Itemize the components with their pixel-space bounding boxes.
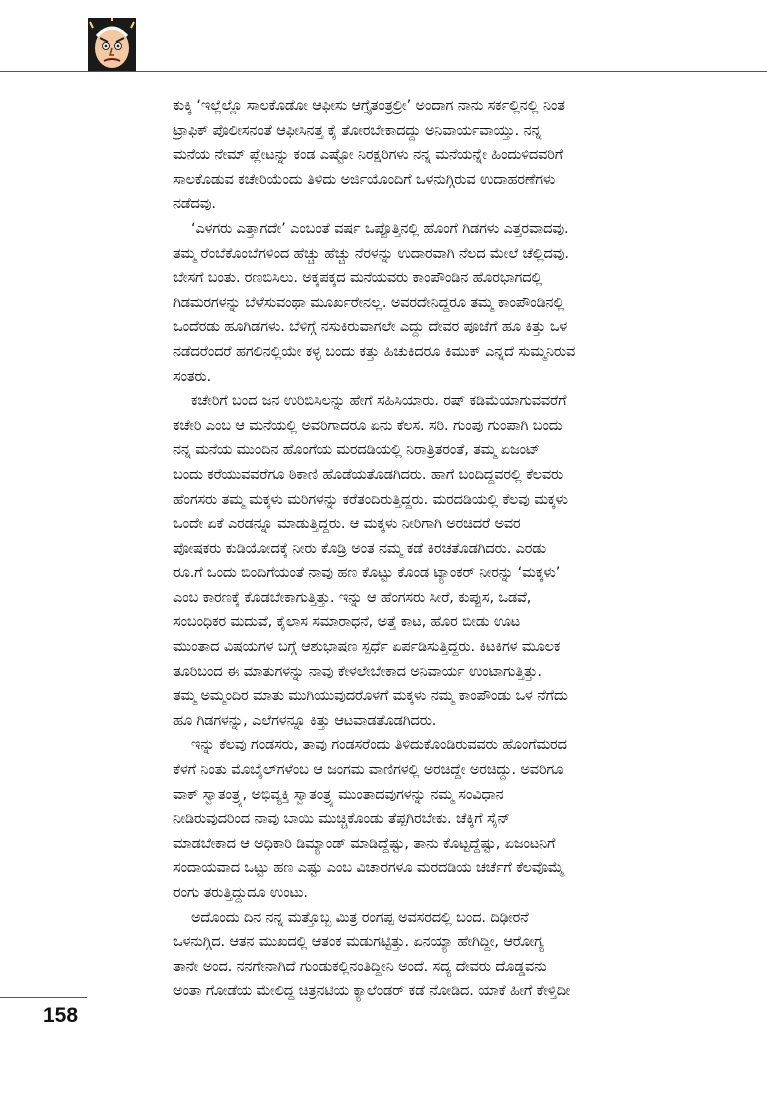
text-line: ತಮ್ಮ ಅಮ್ಮಂದಿರ ಮಾತು ಮುಗಿಯುವುದರೊಳಗೆ ಮಕ್ಕಳು ನಮ್ಮ ಕಾಂಪೌಂಡು ಒಳ ನೆಗೆದು [173, 688, 568, 705]
text-line: ಬಂದು ಕರೆಯುವವರೆಗೂ ಠಿಕಾಣಿ ಹೊಡೆಯತೊಡಗಿದರು. ಹಾಗೆ ಬಂದಿದ್ದವರಲ್ಲಿ ಕೆಲವರು [173, 466, 564, 483]
text-line: ಒಳನುಗ್ಗಿದ. ಆತನ ಮುಖದಲ್ಲಿ ಆತಂಕ ಮಡುಗಟ್ಟಿತ್ತು. ಏನಯ್ಯಾ ಹೇಗಿದ್ದೀ, ಆರೋಗ್ಯ [173, 934, 544, 951]
text-line: ಸಂಬಂಧಿಕರ ಮದುವೆ, ಕೈಲಾಸ ಸಮಾರಾಧನೆ, ಅತ್ತೆ ಕಾಟ, ಹೊರ ಬೀಡು ಊಟ [173, 614, 521, 631]
text-line: ಕಚೇರಿ ಎಂಬ ಆ ಮನೆಯಲ್ಲಿ ಅವರಿಗಾದರೂ ಏನು ಕೆಲಸ. ಸರಿ. ಗುಂಪು ಗುಂಪಾಗಿ ಬಂದು [173, 417, 563, 434]
text-line: ರಂಗು ತರುತ್ತಿದ್ದುದೂ ಉಂಟು. [173, 885, 308, 901]
header-rule [0, 71, 767, 72]
paragraph [173, 217, 713, 389]
text-line: ರೂ.ಗೆ ಒಂದು ಬಿಂದಿಗೆಯಂತೆ ನಾವು ಹಣ ಕೊಟ್ಟು ಕೊಂಡ ಟ್ಯಾಂಕರ್ ನೀರನ್ನು ‘ಮಕ್ಕಳು’ [173, 565, 561, 582]
text-line: ಮನೆಯ ನೇಮ್ ಪ್ಲೇಟನ್ನು ಕಂಡ ಎಷ್ಟೋ ನಿರಕ್ಷರಿಗಳು ನನ್ನ ಮನೆಯನ್ನೇ ಹಿಂದುಳಿದವರಿಗೆ [173, 147, 564, 164]
paragraph [173, 906, 713, 1004]
text-line: ಹೂ ಗಿಡಗಳನ್ನು, ಎಲೆಗಳನ್ನೂ ಕಿತ್ತು ಆಟವಾಡತೊಡಗಿದರು. [173, 712, 437, 729]
text-line: ಬೇಸಗೆ ಬಂತು. ರಣಬಿಸಿಲು. ಅಕ್ಕಪಕ್ಕದ ಮನೆಯವರು ಕಾಂಪೌಂಡಿನ ಹೊರಭಾಗದಲ್ಲಿ [173, 270, 543, 287]
text-line: ಹೆಂಗಸರು ತಮ್ಮ ಮಕ್ಕಳು ಮರಿಗಳನ್ನು ಕರೆತಂದಿರುತ್ತಿದ್ದರು. ಮರದಡಿಯಲ್ಲಿ ಕೆಲವು ಮಕ್ಕಳು [173, 491, 568, 508]
text-line: ಇನ್ನು ಕೆಲವು ಗಂಡಸರು, ತಾವು ಗಂಡಸರೆಂದು ತಿಳಿದುಕೊಂಡಿರುವವರು ಹೊಂಗೆಮರದ [191, 737, 567, 754]
paragraph [173, 733, 713, 905]
text-line: ‘ಎಳಗರು ಎತ್ತಾಗದೇ’ ಎಂಬಂತೆ ವರ್ಷ ಒಪ್ಪೊತ್ತಿನಲ್ಲಿ ಹೊಂಗೆ ಗಿಡಗಳು ಎತ್ತರವಾದವು. [191, 220, 569, 237]
text-line: ಕಚೇರಿಗೆ ಬಂದ ಜನ ಉರಿಬಿಸಿಲನ್ನು ಹೇಗೆ ಸಹಿಸಿಯಾರು. ರಷ್ ಕಡಿಮೆಯಾಗುವವರೆಗೆ [191, 393, 567, 410]
body-text [173, 94, 713, 1004]
text-line: ತೂರಿಬಂದ ಈ ಮಾತುಗಳನ್ನು ನಾವು ಕೇಳಲೇಬೇಕಾದ ಅನಿವಾರ್ಯ ಉಂಟಾಗುತ್ತಿತ್ತು. [173, 663, 542, 680]
text-line: ಒಂದೆರಡು ಹೂಗಿಡಗಳು. ಬೆಳಿಗ್ಗೆ ನಸುಕಿರುವಾಗಲೇ ಎದ್ದು ದೇವರ ಪೂಜೆಗೆ ಹೂ ಕಿತ್ತು ಒಳ [173, 319, 568, 336]
text-line: ಪೋಷಕರು ಕುಡಿಯೋದಕ್ಕೆ ನೀರು ಕೊಡ್ರಿ ಅಂತ ನಮ್ಮ ಕಡೆ ಕಿರಚತೊಡಗಿದರು. ಎರಡು [173, 540, 546, 557]
text-line: ಕೆಳಗೆ ನಿಂತು ಮೊಬೈಲ್‌ಗಳೆಂಬ ಆ ಜಂಗಮ ವಾಣಿಗಳಲ್ಲಿ ಅರಚಿದ್ದೇ ಅರಚಿದ್ದು. ಅವರಿಗೂ [173, 762, 564, 779]
text-line: ಕುಕ್ಕಿ ‘ಇಲ್ಲೆಲ್ಲೊ ಸಾಲಕೊಡೋ ಆಫೀಸು ಆಗ್ತೈತಂತ್ರಲ್ರೀ’ ಅಂದಾಗ ನಾನು ಸರ್ಕಲ್ಲಿನಲ್ಲಿ ನಿಂತ [173, 98, 565, 114]
text-line: ಅದೊಂದು ದಿನ ನನ್ನ ಮತ್ತೊಬ್ಬ ಮಿತ್ರ ರಂಗಪ್ಪ ಅವಸರದಲ್ಲಿ ಬಂದ. ದಿಢೀರನೆ [191, 909, 529, 926]
text-line: ವಾಕ್ ಸ್ವಾತಂತ್ರ್ಯ, ಅಭಿವ್ಯಕ್ತಿ ಸ್ವಾತಂತ್ರ್ಯ ಮುಂತಾದವುಗಳನ್ನು ನಮ್ಮ ಸಂವಿಧಾನ [173, 786, 504, 803]
text-line: ನಡೆದವು. [173, 196, 216, 213]
paragraph [173, 94, 713, 217]
text-line: ತಾನೇ ಅಂದ. ನನಗೇನಾಗಿದೆ ಗುಂಡುಕಲ್ಲಿನಂತಿದ್ದೀನಿ ಅಂದೆ. ಸದ್ಯ ದೇವರು ದೊಡ್ಡವನು [173, 958, 547, 975]
text-line: ಗಿಡಮರಗಳನ್ನು ಬೆಳೆಸುವಂಥಾ ಮೂರ್ಖರೇನಲ್ಲ. ಅವರದೇನಿದ್ದರೂ ತಮ್ಮ ಕಾಂಪೌಂಡಿನಲ್ಲಿ [173, 294, 565, 311]
footer-rule [0, 997, 87, 998]
text-line: ಸಂತರು. [173, 368, 212, 385]
text-line: ನೀಡಿರುವುದರಿಂದ ನಾವು ಬಾಯಿ ಮುಚ್ಚಿಕೊಂಡು ತೆಪ್ಪಗಿರಬೇಕು. ಚೆಕ್ಕಿಗೆ ಸೈನ್ [173, 811, 511, 828]
text-line: ತಮ್ಮ ರೆಂಬೆಕೊಂಬೆಗಳಿಂದ ಹೆಚ್ಚು ಹೆಚ್ಚು ನೆರಳನ್ನು ಉದಾರವಾಗಿ ನೆಲದ ಮೇಲೆ ಚೆಲ್ಲಿದವು. [173, 245, 569, 262]
text-line: ಎಂಬ ಕಾರಣಕ್ಕೆ ಕೊಡಬೇಕಾಗುತ್ತಿತ್ತು. ಇನ್ನು ಆ ಹೆಂಗಸರು ಸೀರೆ, ಕುಪ್ಪುಸ, ಒಡವೆ, [173, 589, 532, 606]
text-line: ಟ್ರಾಫಿಕ್ ಪೊಲೀಸನಂತೆ ಆಫೀಸಿನತ್ತ ಕೈ ತೋರಬೇಕಾದದ್ದು ಅನಿವಾರ್ಯವಾಯ್ತು. ನನ್ನ [173, 122, 542, 139]
cartoon-face-logo-icon [88, 18, 136, 72]
text-line: ನಡೆದರೆಂದರೆ ಹಗಲಿನಲ್ಲಿಯೇ ಕಳ್ಳ ಬಂದು ಕತ್ತು ಹಿಚುಕಿದರೂ ಕಿಮುಕ್ ಎನ್ನದೆ ಸುಮ್ಮನಿರುವ [173, 343, 576, 360]
paragraph [173, 389, 713, 733]
text-line: ಮಾಡಬೇಕಾದ ಆ ಅಧಿಕಾರಿ ಡಿಮ್ಯಾಂಡ್ ಮಾಡಿದ್ದೆಷ್ಟು, ತಾನು ಕೊಟ್ಟದ್ದೆಷ್ಟು, ಏಜಂಟನಿಗೆ [173, 835, 556, 852]
text-line: ಒಂದೇ ಏಕೆ ಎರಡನ್ನೂ ಮಾಡುತ್ತಿದ್ದರು. ಆ ಮಕ್ಕಳು ನೀರಿಗಾಗಿ ಅರಚಿದರೆ ಅವರ [173, 516, 521, 533]
text-line: ಸಾಲಕೊಡುವ ಕಚೇರಿಯೆಂದು ತಿಳಿದು ಅರ್ಜಿಯೊಂದಿಗೆ ಒಳನುಗ್ಗಿರುವ ಉದಾಹರಣೆಗಳು [173, 171, 556, 188]
text-line: ನನ್ನ ಮನೆಯ ಮುಂದಿನ ಹೊಂಗೆಯ ಮರದಡಿಯಲ್ಲಿ ನಿರಾತ್ರಿತರಂತೆ, ತಮ್ಮ ಏಜಂಟ್ [173, 442, 540, 459]
text-line: ಮುಂತಾದ ವಿಷಯಗಳ ಬಗ್ಗೆ ಆಶುಭಾಷಣ ಸ್ಪರ್ಧೆ ಏರ್ಪಡಿಸುತ್ತಿದ್ದರು. ಕಿಟಕಿಗಳ ಮೂಲಕ [173, 639, 561, 656]
text-line: ಸಂದಾಯವಾದ ಒಟ್ಟು ಹಣ ಎಷ್ಟು ಎಂಬ ವಿಚಾರಗಳೂ ಮರದಡಿಯ ಚರ್ಚೆಗೆ ಕೆಲವೊಮ್ಮೆ [173, 860, 564, 877]
text-line: ಅಂತಾ ಗೋಡೆಯ ಮೇಲಿದ್ದ ಚಿತ್ರನಟಿಯ ಕ್ಯಾಲೆಂಡರ್ ಕಡೆ ನೋಡಿದ. ಯಾಕೆ ಹೀಗೆ ಕೇಳ್ತಿದೀ [173, 983, 571, 1000]
page-number: 158 [43, 1004, 79, 1027]
